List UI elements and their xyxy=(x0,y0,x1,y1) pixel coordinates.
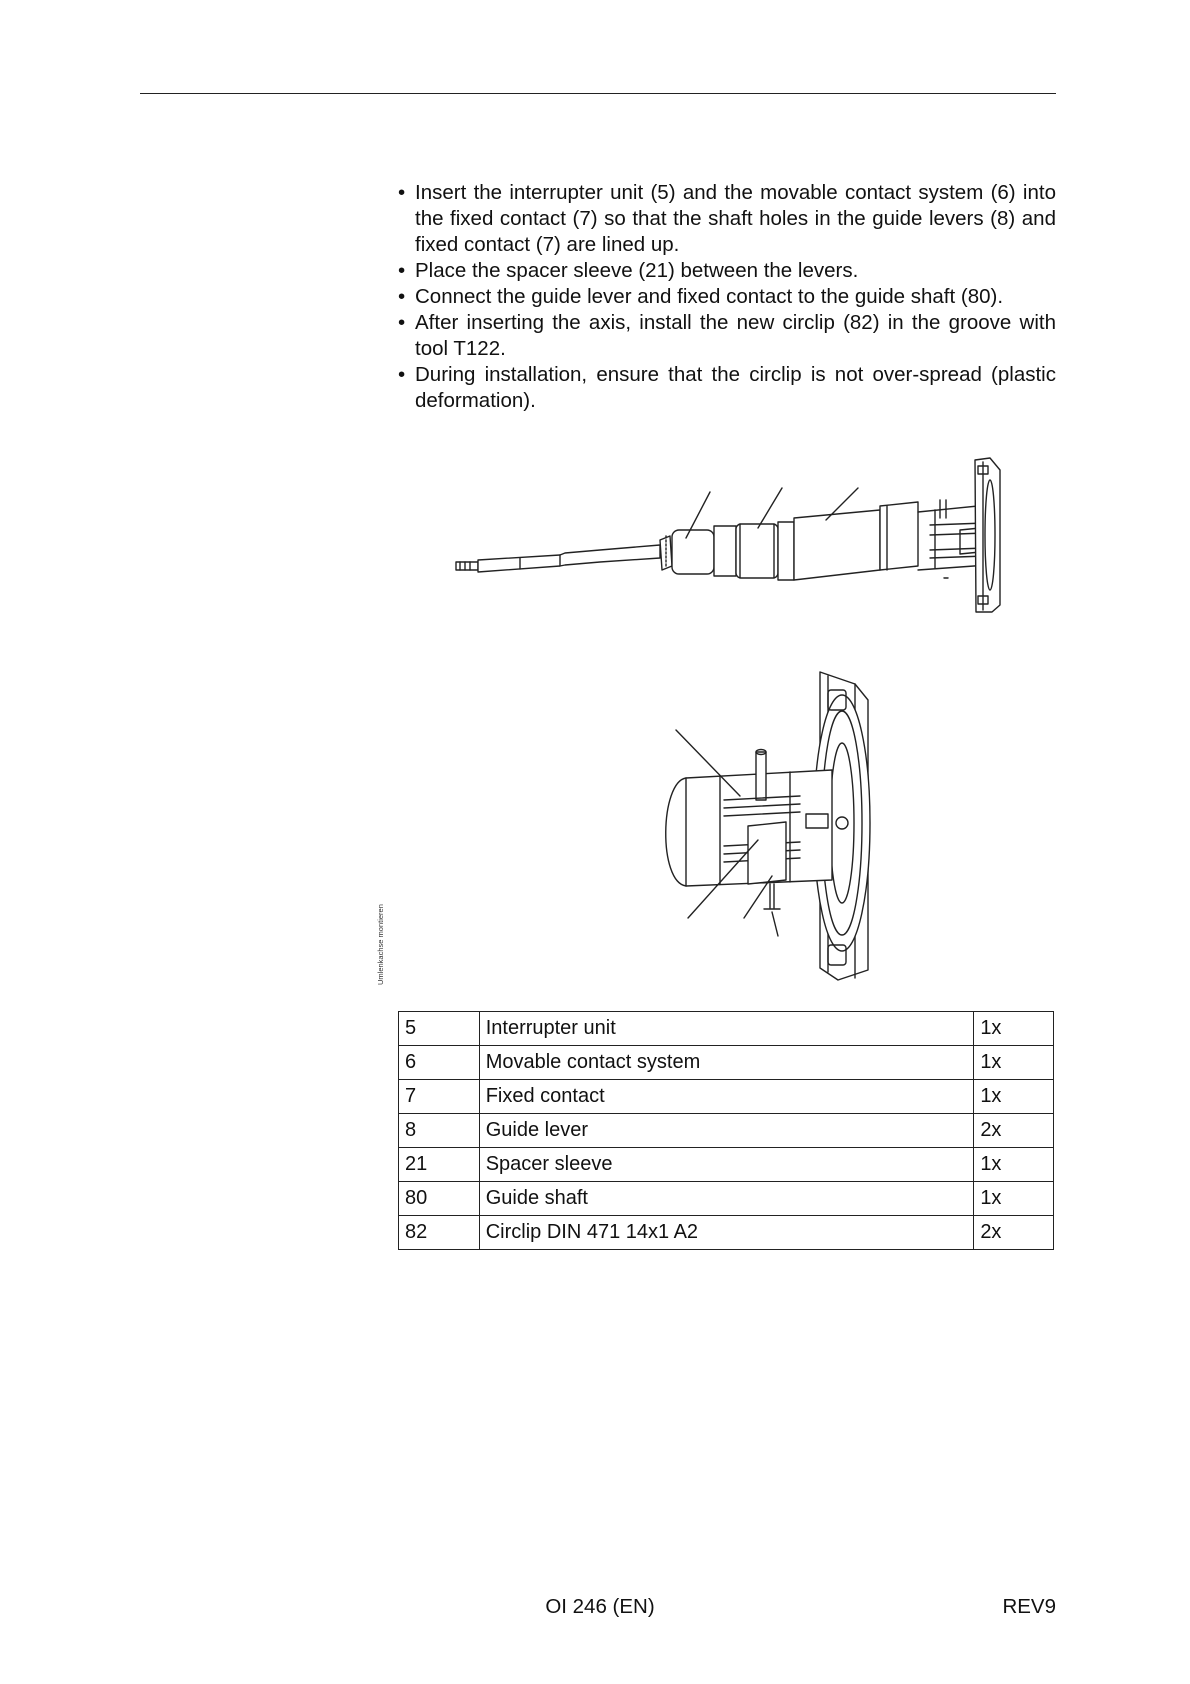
part-quantity: 2x xyxy=(974,1114,1054,1148)
table-row xyxy=(399,1148,1054,1182)
part-quantity: 1x xyxy=(974,1046,1054,1080)
part-number: 82 xyxy=(399,1216,480,1250)
footer-document-id: OI 246 (EN) xyxy=(545,1595,655,1618)
drawing-side-note: Umlenkachse montieren xyxy=(376,904,385,985)
part-quantity: 1x xyxy=(974,1182,1054,1216)
instruction-step: • Insert the interrupter unit (5) and the movable contact system (6) into the fixed contact (7) so that the shaft holes in the guide levers (8) and fixed contact (7) are lined up. xyxy=(398,180,1056,258)
part-number: 80 xyxy=(399,1182,480,1216)
table-row xyxy=(399,1182,1054,1216)
parts-table xyxy=(398,1011,1054,1250)
overview-drawing xyxy=(456,458,1000,612)
table-row xyxy=(399,1080,1054,1114)
part-description: Guide lever xyxy=(479,1114,974,1148)
part-description: Spacer sleeve xyxy=(479,1148,974,1182)
part-quantity: 1x xyxy=(974,1148,1054,1182)
part-description: Guide shaft xyxy=(479,1182,974,1216)
part-number: 7 xyxy=(399,1080,480,1114)
detail-drawing xyxy=(666,672,870,980)
instruction-step: • Place the spacer sleeve (21) between the levers. xyxy=(398,258,1056,284)
part-quantity: 1x xyxy=(974,1080,1054,1114)
instruction-step: • Connect the guide lever and fixed contact to the guide shaft (80). xyxy=(398,284,1056,310)
part-description: Circlip DIN 471 14x1 A2 xyxy=(479,1216,974,1250)
part-number: 6 xyxy=(399,1046,480,1080)
table-row xyxy=(399,1216,1054,1250)
table-row xyxy=(399,1012,1054,1046)
instruction-step: • During installation, ensure that the circlip is not over-spread (plastic deformation). xyxy=(398,362,1056,414)
part-number: 5 xyxy=(399,1012,480,1046)
part-description: Interrupter unit xyxy=(479,1012,974,1046)
part-quantity: 2x xyxy=(974,1216,1054,1250)
part-description: Movable contact system xyxy=(479,1046,974,1080)
table-row xyxy=(399,1046,1054,1080)
part-number: 8 xyxy=(399,1114,480,1148)
instruction-step: • After inserting the axis, install the new circlip (82) in the groove with tool T122. xyxy=(398,310,1056,362)
part-number: 21 xyxy=(399,1148,480,1182)
part-quantity: 1x xyxy=(974,1012,1054,1046)
table-row xyxy=(399,1114,1054,1148)
footer-revision: REV9 xyxy=(1002,1595,1056,1618)
part-description: Fixed contact xyxy=(479,1080,974,1114)
